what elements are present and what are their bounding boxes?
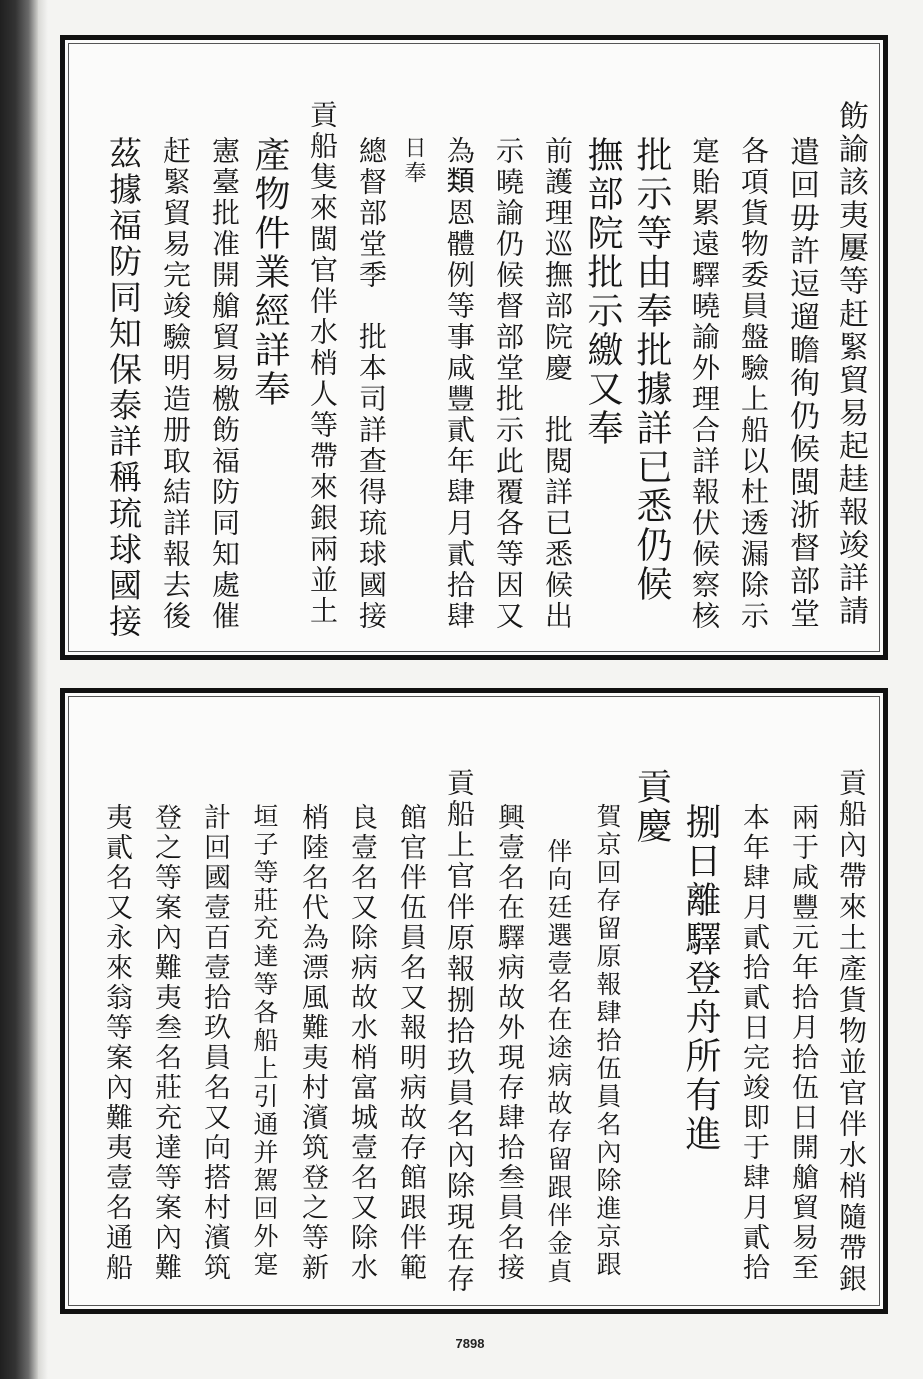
top-column-4: 寔貽累遠驛曉諭外理合詳報伏候察核 <box>688 136 721 632</box>
top-column-15: 赶緊貿易完竣驗明造册取結詳報去後 <box>159 136 192 632</box>
bottom-panel-columns <box>65 693 883 1309</box>
bottom-manuscript-panel <box>60 688 888 1314</box>
top-column-7: 前護理巡撫部院慶 批閱詳已悉候出 <box>541 136 574 632</box>
bottom-column-8: 興壹名在驛病故外現存肆拾叁員名接 <box>493 803 524 1283</box>
top-column-1: 飭諭該夷屢等赶緊貿易起䞨報竣詳請 <box>833 100 868 628</box>
bottom-column-12: 梢陸名代為漂風難夷村濱筑登之等新 <box>297 803 328 1283</box>
top-column-11: 總督部堂季 批本司詳查得琉球國接 <box>355 136 388 632</box>
bottom-column-14: 計回國壹百壹拾玖員名又向搭村濱筑 <box>199 803 230 1283</box>
top-column-5: 批示等由奉批據詳已悉仍候 <box>631 136 672 604</box>
bottom-column-9: 貢船上官伴原報捌拾玖員名內除現在存 <box>443 768 476 1295</box>
bottom-column-3: 本年肆月貳拾貳日完竣即于肆月貳拾 <box>738 803 769 1283</box>
bottom-column-2: 兩于咸豐元年拾月拾伍日開艙貿易至 <box>787 803 818 1283</box>
bottom-column-10: 館官伴伍員名又報明病故存館跟伴範 <box>395 803 426 1283</box>
top-manuscript-panel <box>60 35 888 660</box>
top-column-13: 產物件業經詳奉 <box>249 136 290 409</box>
bottom-column-4: 捌日離驛登舟所有進 <box>680 803 721 1154</box>
top-column-14: 憲臺批准開艙貿易檄飭福防同知處催 <box>208 136 241 632</box>
top-column-2: 遣回毋許逗遛瞻徇仍候閩浙督部堂 <box>784 136 819 631</box>
page-number: 7898 <box>455 1336 485 1351</box>
bottom-column-6: 賀京回存留原報肆拾伍員名內除進京跟 <box>593 803 622 1279</box>
bottom-column-7: 伴向廷選壹名在途病故存留跟伴金貞 <box>544 838 573 1286</box>
book-spine-shadow <box>0 0 38 1379</box>
bottom-column-1: 貢船內帶來土產貨物並官伴水梢隨帶銀 <box>835 768 868 1295</box>
top-column-12: 貢船隻來閩官伴水梢人等帶來銀兩並土 <box>306 100 339 627</box>
top-column-16: 茲據福防同知保泰詳稱琉球國接 <box>104 136 143 640</box>
top-column-6: 撫部院批示繳又奉 <box>582 136 623 448</box>
top-column-9: 為𩔖恩體例等事咸豐貳年肆月貳拾肆 <box>443 136 476 632</box>
bottom-column-15: 登之等案內難夷叁名莊充達等案內難 <box>150 803 181 1283</box>
top-column-3: 各項貨物委員盤驗上船以杜透漏除示 <box>737 136 770 632</box>
top-column-10: 日奉 <box>401 136 426 186</box>
top-column-8: 示曉諭仍候督部堂批示此覆各等因又 <box>492 136 525 632</box>
bottom-column-5: 貢慶 <box>631 768 672 846</box>
bottom-column-16: 夷貳名又永來翁等案內難夷壹名通船 <box>101 803 132 1283</box>
top-panel-columns <box>65 40 883 655</box>
bottom-column-11: 良壹名又除病故水梢富城壹名又除水 <box>346 803 377 1283</box>
bottom-column-13: 垣子等莊充達等各船上引通并駕回外寔 <box>250 803 279 1279</box>
page-gutter <box>38 0 48 1379</box>
